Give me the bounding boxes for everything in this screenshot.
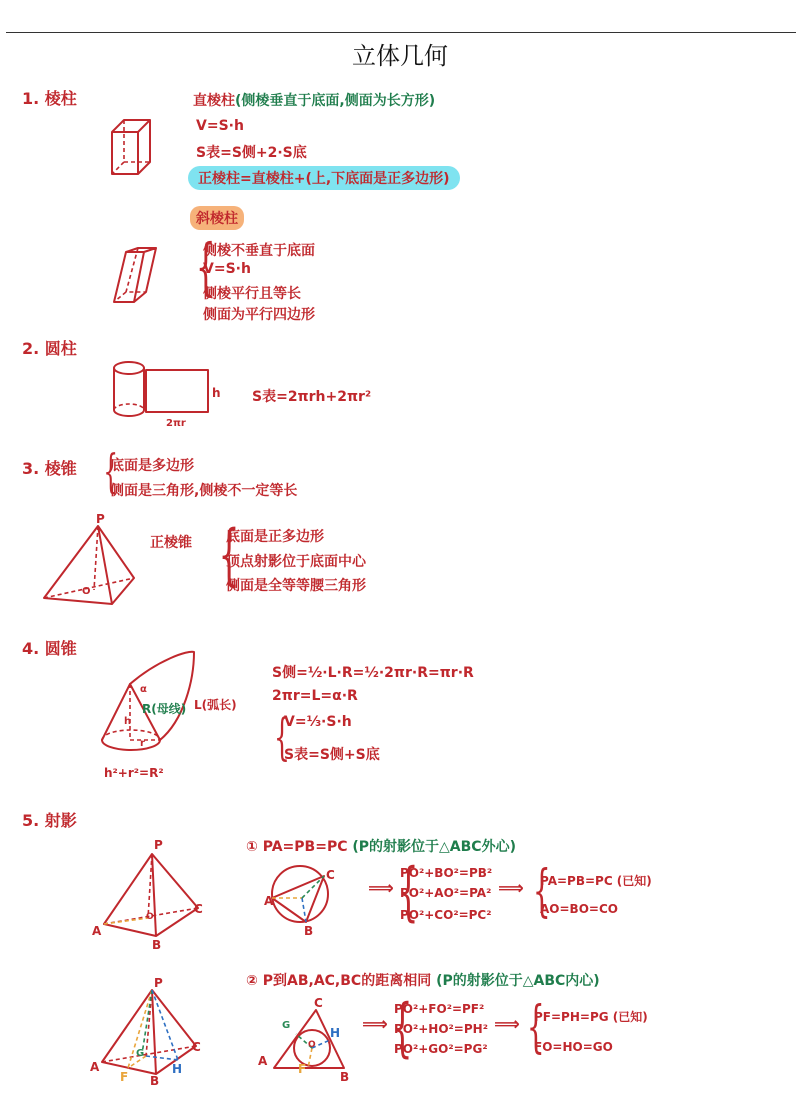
case2-condition: P到AB,AC,BC的距离相同	[262, 973, 432, 989]
section-heading-cone: 4. 圆锥	[22, 639, 77, 658]
label-A: A	[92, 924, 102, 938]
case2-result-1: PF=PH=PG (已知)	[534, 1010, 648, 1024]
label-G: G	[136, 1048, 145, 1059]
brace-icon: {	[532, 859, 551, 924]
brace-icon: {	[526, 995, 545, 1060]
label-B: B	[152, 938, 162, 952]
regular-pyramid-term: 正棱锥	[150, 535, 192, 551]
oblique-prism-term: 斜棱柱	[190, 206, 244, 230]
case1-result-1: PA=PB=PC (已知)	[540, 874, 652, 888]
label-B-2: B	[150, 1074, 160, 1088]
case2-eq-1: PO²+FO²=PF²	[394, 1002, 485, 1016]
projection-pyramid-2-drawing	[96, 986, 216, 1078]
case2-eq-3: PO²+GO²=PG²	[394, 1042, 488, 1056]
inc-label-A: A	[258, 1054, 268, 1068]
arrow-icon: ⟹	[368, 878, 394, 899]
circumcircle-drawing	[268, 862, 348, 932]
case1-eq-2: PO²+AO²=PA²	[400, 886, 492, 900]
case1-note: (P的射影位于△ABC外心)	[352, 839, 516, 855]
case1-condition: PA=PB=PC	[262, 839, 348, 855]
arrow-icon: ⟹	[494, 1014, 520, 1035]
circ-label-C: C	[326, 868, 335, 882]
oblique-prism-drawing	[112, 246, 162, 306]
case2-note: (P的射影位于△ABC内心)	[436, 973, 600, 989]
label-H: H	[172, 1062, 183, 1076]
section-heading-prism: 1. 棱柱	[22, 89, 77, 108]
case1-eq-3: PO²+CO²=PC²	[400, 908, 492, 922]
brace-icon: {	[103, 444, 118, 498]
right-prism-note: (侧棱垂直于底面,侧面为长方形)	[235, 93, 436, 109]
oblique-point-4: 侧面为平行四边形	[203, 307, 315, 323]
label-P: P	[154, 838, 163, 852]
cone-generatrix-label: R(母线)	[142, 702, 187, 716]
prism-surface-formula: S表=S侧+2·S底	[196, 145, 307, 161]
label-C-2: C	[192, 1040, 201, 1054]
cone-angle-label: α	[140, 684, 147, 695]
circ-label-A: A	[264, 894, 274, 908]
label-O: O	[146, 912, 154, 922]
section-heading-projection: 5. 射影	[22, 811, 77, 830]
inc-label-G: G	[282, 1020, 291, 1031]
inc-label-H: H	[330, 1026, 341, 1040]
inc-label-O: O	[308, 1040, 316, 1050]
case1-result-2: AO=BO=CO	[540, 902, 618, 916]
page-title: 立体几何	[352, 42, 448, 70]
cone-arc-formula: 2πr=L=α·R	[272, 688, 358, 704]
projection-pyramid-1-drawing	[96, 850, 216, 940]
pyramid-apex-label: P	[96, 512, 105, 526]
case2-marker: ②	[246, 973, 258, 989]
cone-lateral-formula: S侧=½·L·R=½·2πr·R=πr·R	[272, 665, 474, 681]
right-prism-term: 直棱柱	[193, 93, 235, 109]
brace-icon: {	[218, 516, 240, 593]
right-prism-line	[193, 90, 435, 110]
brace-icon: {	[195, 230, 216, 303]
arrow-icon: ⟹	[498, 878, 524, 899]
brace-icon: {	[273, 708, 290, 766]
cylinder-surface-formula: S表=2πrh+2πr²	[252, 389, 372, 405]
regular-pyramid-point-1: 底面是正多边形	[226, 529, 324, 545]
label-P-2: P	[154, 976, 163, 990]
label-F: F	[120, 1070, 129, 1084]
label-A-2: A	[90, 1060, 100, 1074]
cone-identity: h²+r²=R²	[104, 766, 164, 780]
case1-condition-line	[246, 836, 516, 856]
inc-label-F: F	[298, 1062, 307, 1076]
right-prism-drawing	[110, 118, 160, 178]
cone-arc-label: L(弧长)	[194, 698, 237, 712]
label-C: C	[194, 902, 203, 916]
case2-eq-2: PO²+HO²=PH²	[394, 1022, 488, 1036]
brace-icon: {	[398, 855, 419, 929]
cone-radius-label: r	[140, 738, 145, 749]
brace-icon: {	[392, 991, 413, 1065]
regular-pyramid-point-3: 侧面是全等等腰三角形	[226, 578, 366, 594]
cone-surface-formula: S表=S侧+S底	[284, 747, 380, 763]
cylinder-circumference-label: 2πr	[166, 418, 186, 429]
top-rule	[6, 32, 796, 33]
section-heading-cylinder: 2. 圆柱	[22, 339, 77, 358]
oblique-point-2: V=S·h	[203, 261, 251, 277]
oblique-point-1: 侧棱不垂直于底面	[203, 243, 315, 259]
pyramid-center-label: O	[82, 586, 91, 597]
prism-volume-formula: V=S·h	[196, 118, 244, 134]
case1-marker: ①	[246, 839, 258, 855]
arrow-icon: ⟹	[362, 1014, 388, 1035]
oblique-point-3: 侧棱平行且等长	[203, 286, 301, 302]
case1-eq-1: PO²+BO²=PB²	[400, 866, 493, 880]
cone-volume-formula: V=⅓·S·h	[284, 714, 352, 730]
case2-condition-line	[246, 970, 600, 990]
cylinder-height-label: h	[212, 386, 221, 400]
section-heading-pyramid: 3. 棱锥	[22, 459, 77, 478]
circ-label-B: B	[304, 924, 314, 938]
pyramid-point-1: 底面是多边形	[110, 458, 194, 474]
inc-label-B: B	[340, 1070, 350, 1084]
pyramid-point-2: 侧面是三角形,侧棱不一定等长	[110, 483, 298, 499]
regular-pyramid-point-2: 顶点射影位于底面中心	[226, 554, 366, 570]
inc-label-C: C	[314, 996, 323, 1010]
regular-prism-highlight: 正棱柱=直棱柱+(上,下底面是正多边形)	[188, 166, 460, 190]
case2-result-2: FO=HO=GO	[534, 1040, 613, 1054]
cone-height-label: h	[124, 716, 132, 727]
